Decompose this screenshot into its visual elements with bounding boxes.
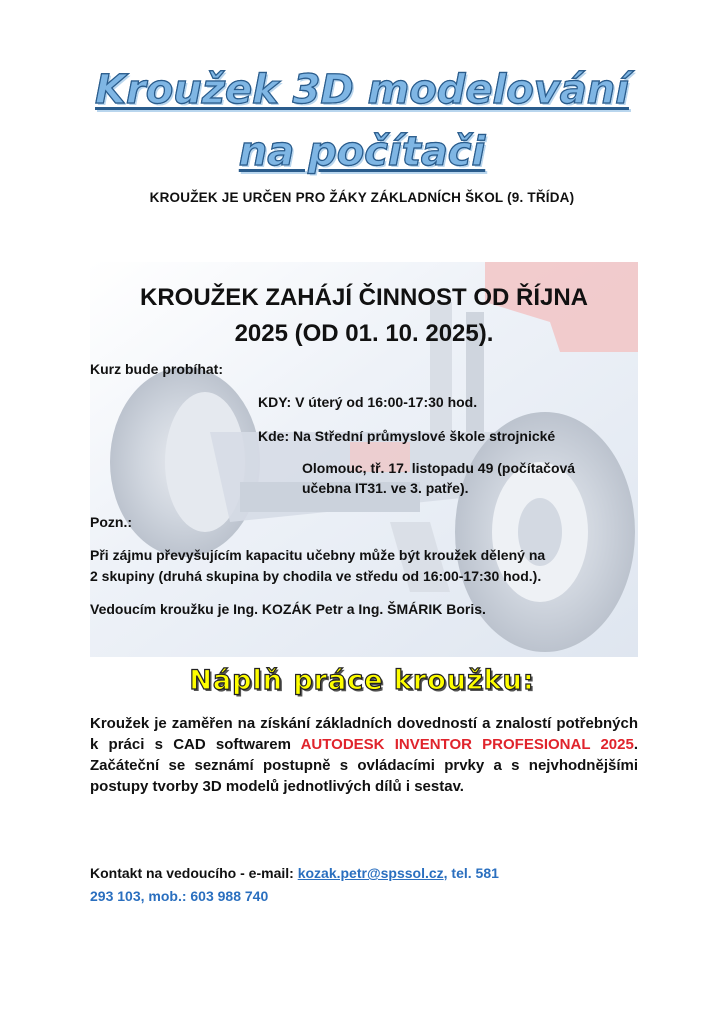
leaders-text: Vedoucím kroužku je Ing. KOZÁK Petr a Ing. ŠMÁRIK Boris. [90, 601, 486, 617]
course-intro: Kurz bude probíhat: [90, 361, 223, 377]
page-title-line2: na počítači [238, 129, 486, 175]
email-link[interactable]: kozak.petr@spssol.cz [297, 865, 444, 881]
headline-line2: 2025 (OD 01. 10. 2025). [234, 320, 494, 347]
page-subtitle: KROUŽEK JE URČEN PRO ŽÁKY ZÁKLADNÍCH ŠKOL (9. TŘÍDA) [149, 190, 575, 205]
note-line1: Při zájmu převyšujícím kapacitu učebny může být kroužek dělený na [90, 547, 546, 563]
description-text-part1: Kroužek je zaměřen na získání základních dovedností a znalostí potřebných k práci s CAD softwarem [90, 715, 638, 753]
note-label: Pozn.: [90, 514, 132, 530]
course-place-line1: Kde: Na Střední průmyslové škole strojnické [258, 428, 556, 444]
course-place-line3: učebna IT31. ve 3. patře). [302, 480, 469, 496]
note-line2: 2 skupiny (druhá skupina by chodila ve středu od 16:00-17:30 hod.). [90, 568, 542, 584]
description-text-part2: . Začáteční se seznámí postupně s ovládacími prvky a s nejvhodnějšími postupy tvorby 3D modelů jednotlivých dílů i sestav. [90, 736, 638, 795]
contact-label: Kontakt na vedoucího - e-mail: [90, 865, 298, 881]
course-time: KDY: V úterý od 16:00-17:30 hod. [258, 394, 478, 410]
phone-line2: 293 103, mob.: 603 988 740 [90, 888, 269, 904]
course-place-line2: Olomouc, tř. 17. listopadu 49 (počítačová [302, 460, 576, 476]
course-description [90, 713, 638, 797]
software-name: AUTODESK INVENTOR PROFESIONAL 2025 [300, 736, 634, 753]
start-announcement [90, 280, 638, 352]
section-title: Náplň práce kroužku: [189, 665, 535, 696]
phone-line1: , tel. 581 [443, 865, 499, 881]
page-title-line1: Kroužek 3D modelování [95, 67, 629, 113]
headline-line1: KROUŽEK ZAHÁJÍ ČINNOST OD ŘÍJNA [139, 284, 589, 311]
contact-info [90, 862, 590, 908]
